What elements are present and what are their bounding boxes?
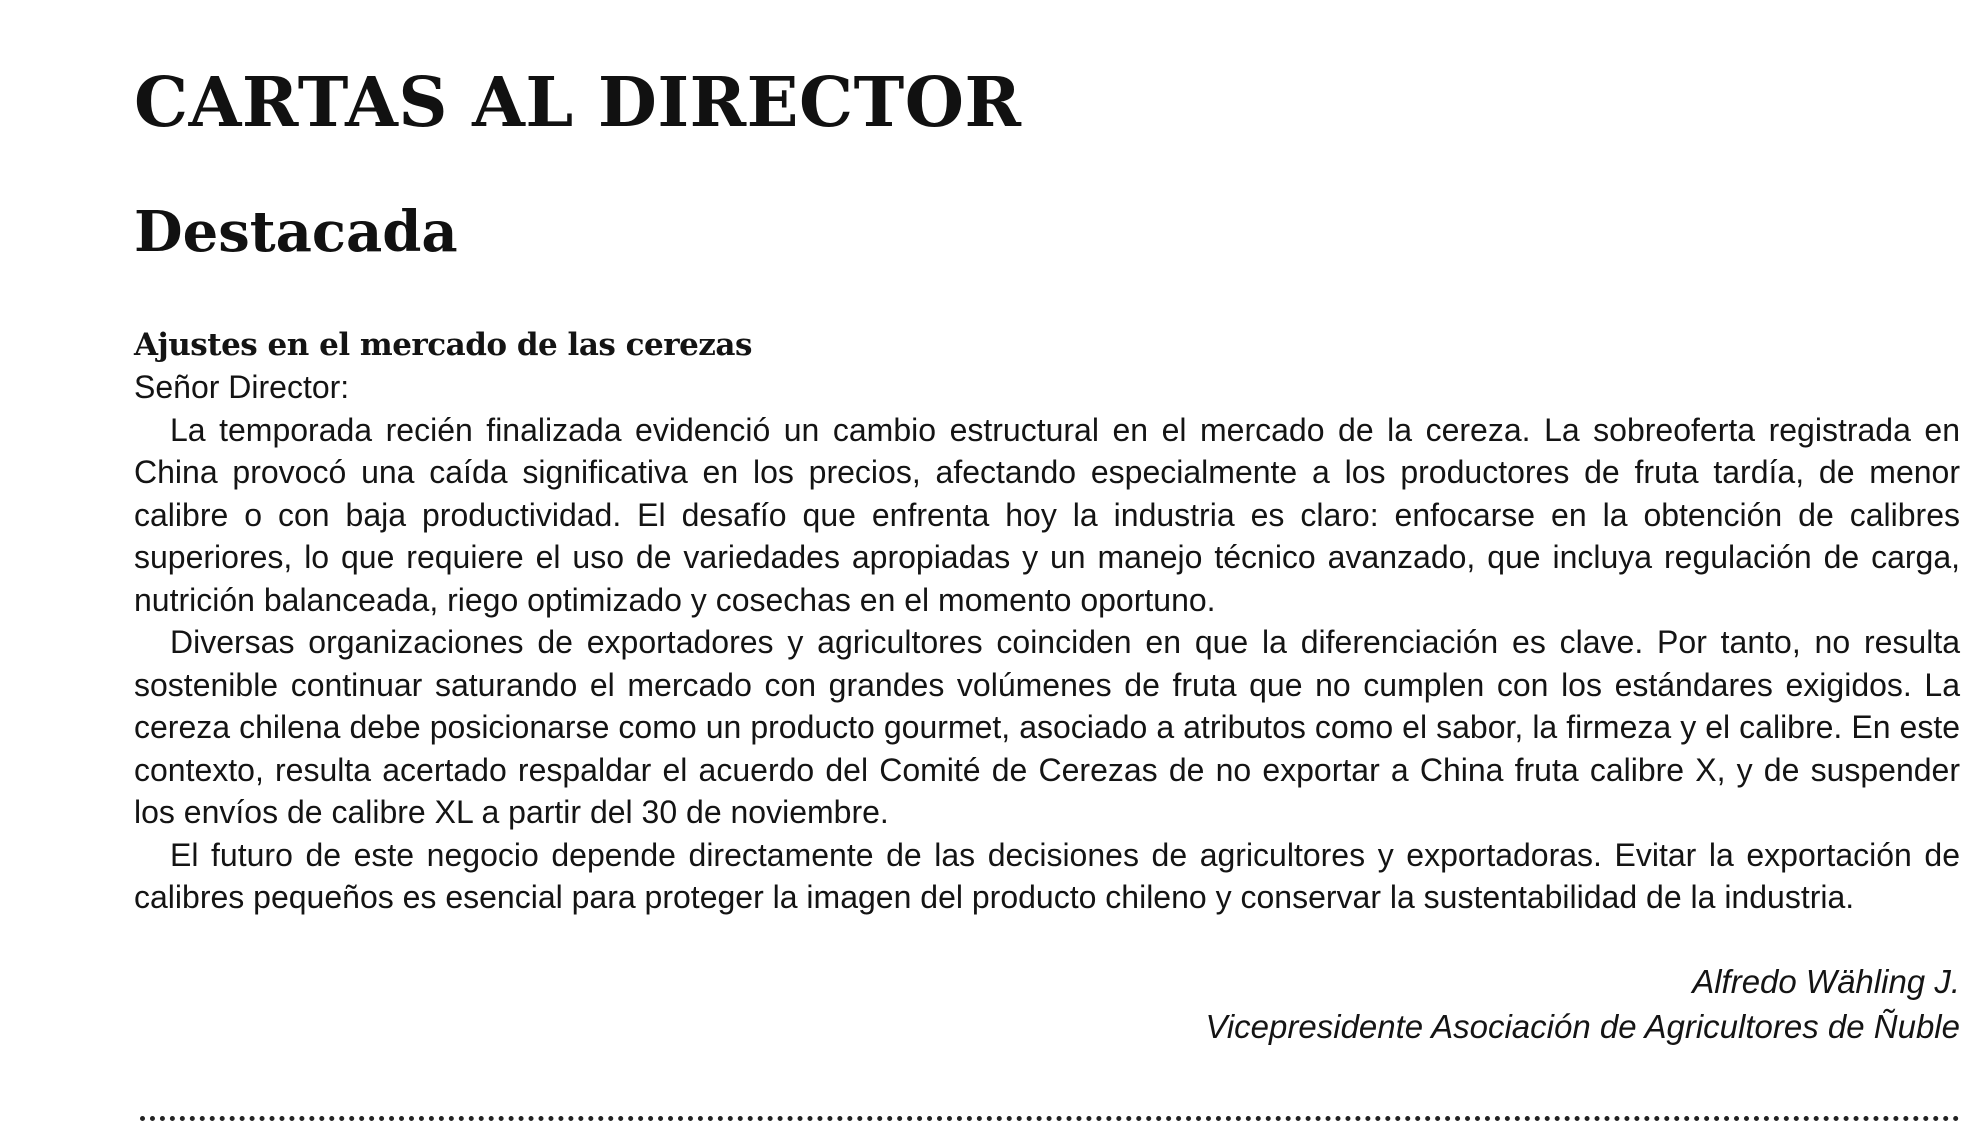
author-name: Alfredo Wähling J. <box>1692 962 1960 1000</box>
section-title: CARTAS AL DIRECTOR <box>134 63 1022 143</box>
letter-paragraph: La temporada recién finalizada evidenció un cambio estructural en el mercado de la cereza. La sobreoferta registrada en China provocó una caída significativa en los precios, afectando especialmente a los productores de fruta tardía, de menor calibre o con baja productividad. El desafío que enfrenta hoy la industria es claro: enfocarse en la obtención de calibres superiores, lo que requiere el uso de variedades apropiadas y un manejo técnico avanzado, que incluya regulación de carga, nutrición balanceada, riego optimizado y cosechas en el momento oportuno. <box>134 411 1960 618</box>
author-title: Vicepresidente Asociación de Agricultores de Ñuble <box>1205 1007 1960 1045</box>
letter-salutation: Señor Director: <box>134 369 350 405</box>
letter-heading: Ajustes en el mercado de las cerezas <box>134 327 752 363</box>
letter-signature <box>134 959 1960 1049</box>
dotted-divider <box>140 1116 1960 1121</box>
letter <box>134 324 1960 1049</box>
featured-label: Destacada <box>134 199 458 265</box>
letters-page <box>134 58 1960 1049</box>
letter-paragraph: El futuro de este negocio depende directamente de las decisiones de agricultores y exportadoras. Evitar la exportación de calibres pequeños es esencial para proteger la imagen del producto chileno y conservar la sustentabilidad de la industria. <box>134 836 1960 915</box>
letter-paragraph: Diversas organizaciones de exportadores y agricultores coinciden en que la diferenciación es clave. Por tanto, no resulta sostenible continuar saturando el mercado con grandes volúmenes de fruta que no cumplen con los estándares exigidos. La cereza chilena debe posicionarse como un producto gourmet, asociado a atributos como el sabor, la firmeza y el calibre. En este contexto, resulta acertado respaldar el acuerdo del Comité de Cerezas de no exportar a China fruta calibre X, y de suspender los envíos de calibre XL a partir del 30 de noviembre. <box>134 624 1960 830</box>
